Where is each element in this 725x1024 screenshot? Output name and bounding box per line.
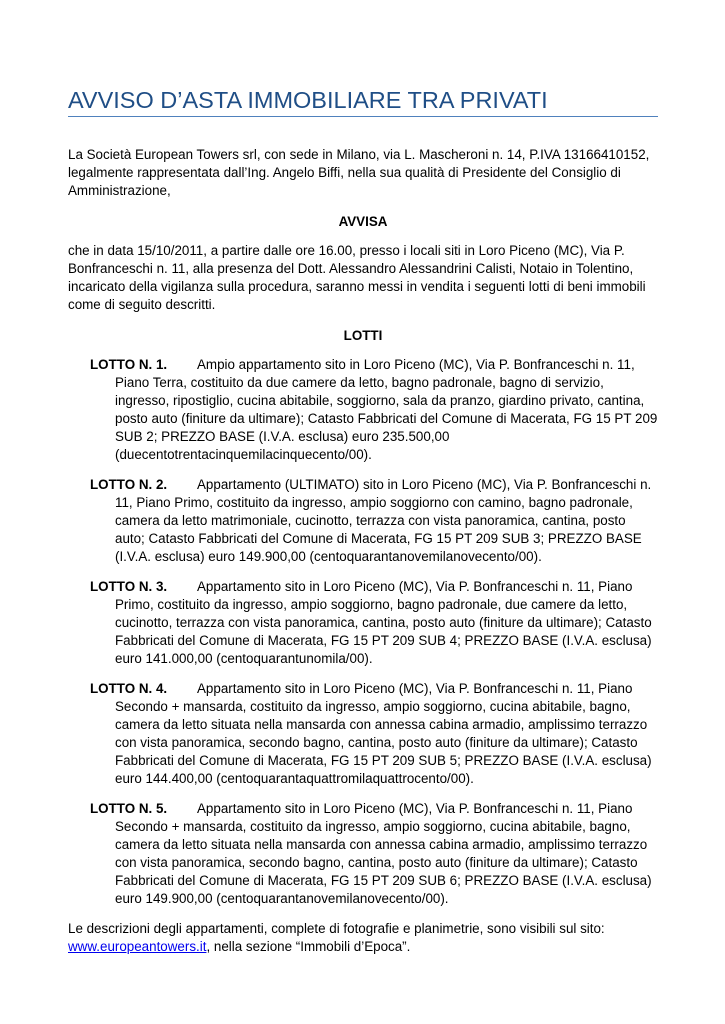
title-underline-rule	[68, 116, 658, 117]
footer-paragraph	[68, 920, 658, 956]
document-body	[68, 146, 658, 956]
lotto-item	[90, 476, 658, 566]
footer-text: Le descrizioni degli appartamenti, complete di fotografie e planimetrie, sono visibili sul sito:	[68, 921, 605, 936]
lotto-label: LOTTO N. 5.	[90, 801, 168, 816]
lotto-label: LOTTO N. 4.	[90, 681, 168, 696]
lotti-heading: LOTTI	[343, 328, 383, 343]
document-title: AVVISO D’ASTA IMMOBILIARE TRA PRIVATI	[68, 87, 548, 113]
intro-paragraph: La Società European Towers srl, con sede in Milano, via L. Mascheroni n. 14, P.IVA 13166410152, legalmente rappresentata dall’Ing. Angelo Biffi, nella sua qualità di Presidente del Consiglio di Amministrazione,	[68, 147, 650, 198]
lotto-description: Appartamento sito in Loro Piceno (MC), Via P. Bonfranceschi n. 11, Piano Secondo + mansarda, costituito da ingresso, ampio soggiorno, cucina abitabile, bagno, camera da letto situata nella mansarda con annessa cabina armadio, amplissimo terrazzo con vista panoramica, secondo bagno, cantina, posto auto (finiture da ultimare); Catasto Fabbricati del Comune di Macerata, FG 15 PT 209 SUB 5; PREZZO BASE (I.V.A. esclusa) euro 144.400,00 (centoquarantaquattromilaquattrocento/00).	[115, 681, 652, 786]
lotto-description: Appartamento sito in Loro Piceno (MC), Via P. Bonfranceschi n. 11, Piano Primo, costituito da ingresso, ampio soggiorno, bagno padronale, due camere da letto, cucinotto, terrazza con vista panoramica, cantina, posto auto (finiture da ultimare); Catasto Fabbricati del Comune di Macerata, FG 15 PT 209 SUB 4; PREZZO BASE (I.V.A. esclusa) euro 141.000,00 (centoquarantunomila/00).	[115, 579, 652, 666]
lotto-description: Appartamento (ULTIMATO) sito in Loro Piceno (MC), Via P. Bonfranceschi n. 11, Piano Primo, costituito da ingresso, ampio soggiorno con camino, bagno padronale, camera da letto matrimoniale, cucinotto, terrazza con vista panoramica, cantina, posto auto; Catasto Fabbricati del Comune di Macerata, FG 15 PT 209 SUB 3; PREZZO BASE (I.V.A. esclusa) euro 149.900,00 (centoquarantanovemilanovecento/00).	[115, 477, 652, 564]
lotto-label: LOTTO N. 3.	[90, 579, 168, 594]
lotto-item	[90, 680, 658, 788]
avvisa-paragraph: che in data 15/10/2011, a partire dalle ore 16.00, presso i locali siti in Loro Piceno (MC), Via P. Bonfranceschi n. 11, alla presenza del Dott. Alessandro Alessandrini Calisti, Notaio in Tolentino, incaricato della vigilanza sulla procedura, saranno messi in vendita i seguenti lotti di beni immobili come di seguito descritti.	[68, 243, 646, 312]
lotto-label: LOTTO N. 1.	[90, 357, 168, 372]
lotto-item	[90, 356, 658, 464]
lotto-label: LOTTO N. 2.	[90, 477, 168, 492]
footer-suffix: , nella sezione “Immobili d’Epoca”.	[206, 939, 411, 954]
avvisa-heading: AVVISA	[338, 214, 388, 229]
lotto-item	[90, 800, 658, 908]
website-link[interactable]: www.europeantowers.it	[68, 939, 207, 954]
lotto-description: Appartamento sito in Loro Piceno (MC), Via P. Bonfranceschi n. 11, Piano Secondo + mansarda, costituito da ingresso, ampio soggiorno, cucina abitabile, bagno, camera da letto situata nella mansarda con annessa cabina armadio, amplissimo terrazzo con vista panoramica, secondo bagno, cantina, posto auto (finiture da ultimare); Catasto Fabbricati del Comune di Macerata, FG 15 PT 209 SUB 6; PREZZO BASE (I.V.A. esclusa) euro 149.900,00 (centoquarantanovemilanovecento/00).	[115, 801, 652, 906]
lotto-description: Ampio appartamento sito in Loro Piceno (MC), Via P. Bonfranceschi n. 11, Piano Terra, costituito da due camere da letto, bagno padronale, bagno di servizio, ingresso, ripostiglio, cucina abitabile, soggiorno, sala da pranzo, giardino privato, cantina, posto auto (finiture da ultimare); Catasto Fabbricati del Comune di Macerata, FG 15 PT 209 SUB 2; PREZZO BASE (I.V.A. esclusa) euro 235.500,00 (duecentotrentacinquemilacinquecento/00).	[115, 357, 658, 462]
lotto-item	[90, 578, 658, 668]
